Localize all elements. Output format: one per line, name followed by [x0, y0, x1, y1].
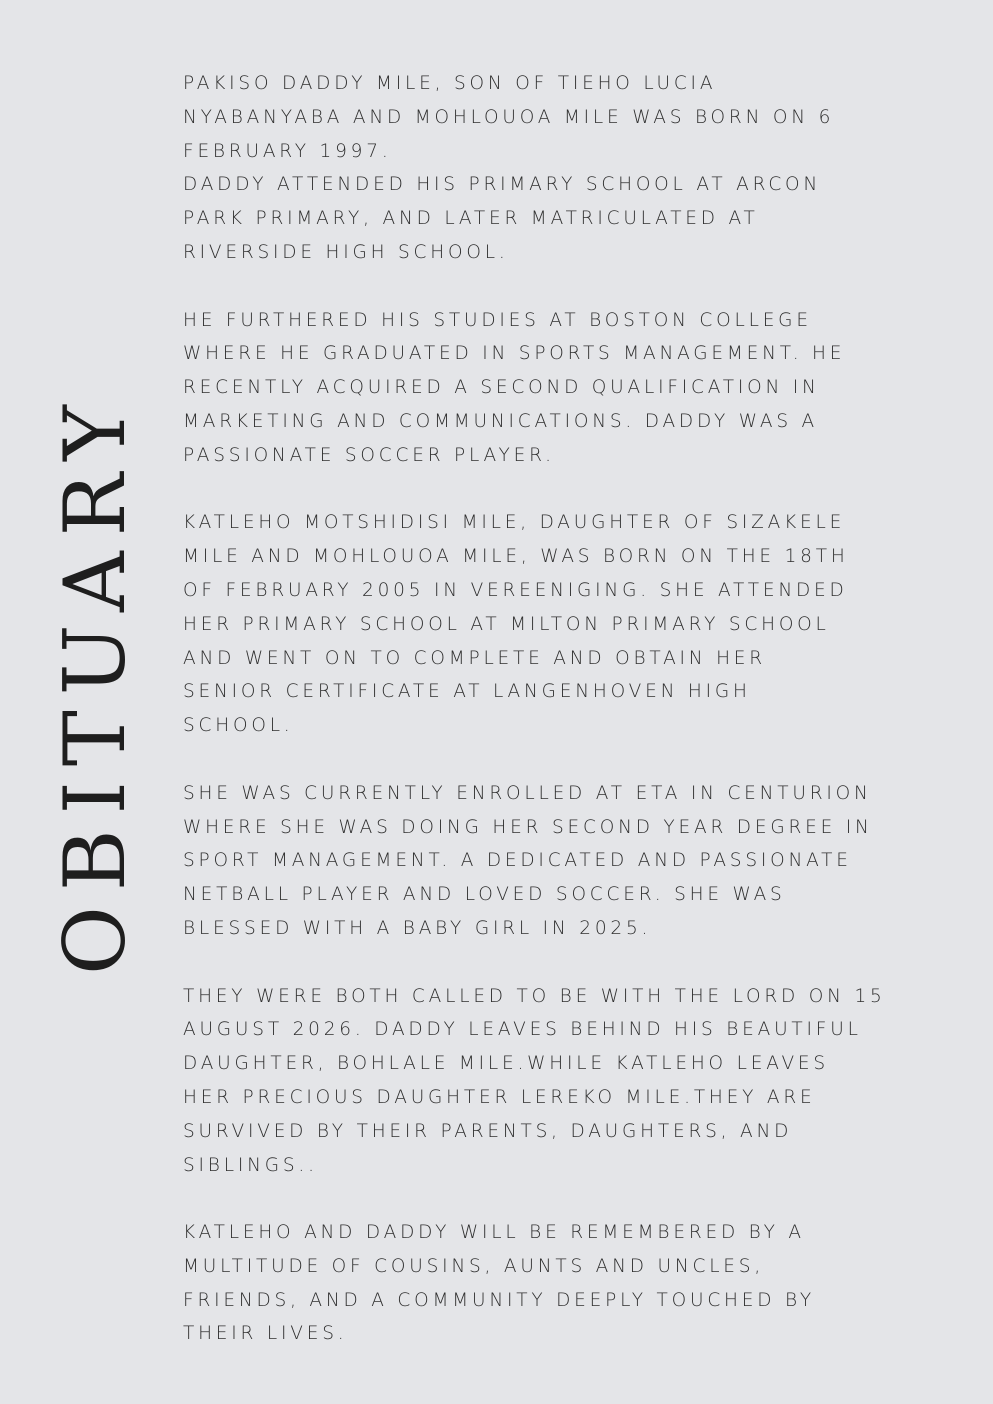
text-line: RECENTLY ACQUIRED A SECOND QUALIFICATION IN [183, 377, 820, 399]
text-line: SIBLINGS.. [183, 1154, 318, 1176]
paragraph-daughter-birth [183, 506, 963, 743]
text-line: MARKETING AND COMMUNICATIONS. DADDY WAS A [183, 410, 819, 432]
text-line: OF FEBRUARY 2005 IN VEREENIGING. SHE ATTENDED [183, 579, 848, 601]
page-title: OBITUARY [46, 390, 144, 975]
text-line: NETBALL PLAYER AND LOVED SOCCER. SHE WAS [183, 884, 786, 906]
text-line: SCHOOL. [183, 715, 294, 737]
text-line: AND WENT ON TO COMPLETE AND OBTAIN HER [183, 647, 766, 669]
text-line: SPORT MANAGEMENT. A DEDICATED AND PASSIONATE [183, 850, 852, 872]
text-line: PAKISO DADDY MILE, SON OF TIEHO LUCIA [183, 73, 717, 94]
text-line: PARK PRIMARY, AND LATER MATRICULATED AT [183, 208, 759, 230]
text-line: MILE AND MOHLOUOA MILE, WAS BORN ON THE 18TH [183, 546, 849, 568]
text-line: AUGUST 2026. DADDY LEAVES BEHIND HIS BEAUTIFUL [183, 1019, 862, 1041]
text-line: DAUGHTER, BOHLALE MILE.WHILE KATLEHO LEAVES [183, 1053, 829, 1075]
text-line: WHERE HE GRADUATED IN SPORTS MANAGEMENT. HE [183, 343, 846, 365]
text-line: SHE WAS CURRENTLY ENROLLED AT ETA IN CENTURION [183, 782, 872, 804]
paragraph-father-studies [183, 304, 963, 473]
text-line: WHERE SHE WAS DOING HER SECOND YEAR DEGREE IN [183, 816, 873, 838]
paragraph-father-birth [183, 67, 963, 270]
text-line: RIVERSIDE HIGH SCHOOL. [183, 241, 509, 263]
text-line: KATLEHO AND DADDY WILL BE REMEMBERED BY A [183, 1222, 805, 1244]
text-line: SURVIVED BY THEIR PARENTS, DAUGHTERS, AND [183, 1120, 793, 1142]
text-line: DADDY ATTENDED HIS PRIMARY SCHOOL AT ARCON [183, 174, 822, 196]
text-line: BLESSED WITH A BABY GIRL IN 2025. [183, 917, 652, 939]
obituary-body [183, 67, 963, 1351]
text-line: FEBRUARY 1997. [183, 140, 392, 162]
text-line: PASSIONATE SOCCER PLAYER. [183, 444, 555, 466]
paragraph-passing [183, 980, 963, 1183]
text-line: KATLEHO MOTSHIDISI MILE, DAUGHTER OF SIZAKELE [183, 512, 846, 534]
paragraph-remembrance [183, 1216, 963, 1351]
text-line: NYABANYABA AND MOHLOUOA MILE WAS BORN ON 6 [183, 106, 835, 128]
text-line: SENIOR CERTIFICATE AT LANGENHOVEN HIGH [183, 681, 751, 703]
text-line: HER PRECIOUS DAUGHTER LEREKO MILE.THEY ARE [183, 1086, 816, 1108]
text-line: THEIR LIVES. [183, 1323, 348, 1345]
text-line: FRIENDS, AND A COMMUNITY DEEPLY TOUCHED BY [183, 1289, 815, 1311]
text-line: HE FURTHERED HIS STUDIES AT BOSTON COLLEGE [183, 309, 812, 331]
paragraph-daughter-studies [183, 777, 963, 946]
text-line: MULTITUDE OF COUSINS, AUNTS AND UNCLES, [183, 1255, 765, 1277]
text-line: HER PRIMARY SCHOOL AT MILTON PRIMARY SCHOOL [183, 613, 830, 635]
text-line: THEY WERE BOTH CALLED TO BE WITH THE LORD ON 15 [183, 985, 886, 1007]
